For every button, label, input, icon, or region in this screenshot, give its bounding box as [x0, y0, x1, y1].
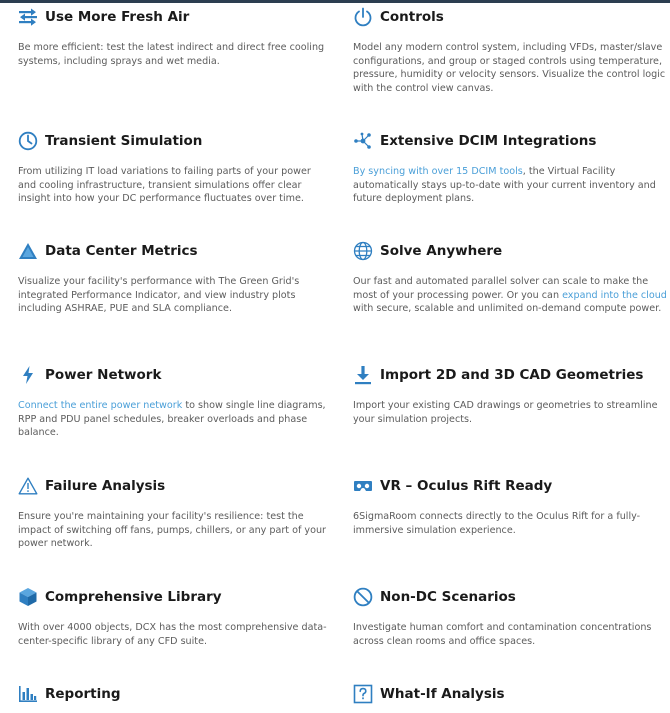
- feature-description: By syncing with over 15 DCIM tools, the Virtual Facility automatically stays up-to-date with your current inventory and future deployment plans.: [353, 166, 656, 204]
- feature-title: What-If Analysis: [380, 686, 505, 702]
- feature-reporting: [18, 682, 330, 706]
- feature-title: Use More Fresh Air: [45, 9, 190, 25]
- feature-description: Investigate human comfort and contamination concentrations across clean rooms and office spaces.: [353, 622, 652, 647]
- vr-headset-icon: [353, 476, 373, 496]
- feature-title: VR – Oculus Rift Ready: [380, 478, 553, 494]
- feature-fresh-air: [18, 5, 330, 68]
- feature-what-if-analysis: [353, 682, 669, 706]
- feature-title: Solve Anywhere: [380, 243, 503, 259]
- power-network-link[interactable]: Connect the entire power network: [18, 400, 183, 411]
- top-border: [0, 0, 670, 3]
- feature-description: From utilizing IT load variations to failing parts of your power and cooling infrastructure, transient simulations offer clear insight into how your DC performance fluctuates over time.: [18, 166, 311, 204]
- feature-data-center-metrics: [18, 239, 330, 316]
- feature-description: Model any modern control system, including VFDs, master/slave configurations, and group or staged controls using temperature, pressure, humidity or velocity sensors. Visualize the control logic with the control view canvas.: [353, 42, 666, 94]
- clock-icon: [18, 131, 38, 151]
- feature-import-cad: [353, 363, 669, 426]
- fresh-air-arrows-icon: [18, 7, 38, 27]
- lightning-icon: [18, 365, 38, 385]
- feature-vr-ready: [353, 474, 669, 537]
- feature-description: Connect the entire power network to show single line diagrams, RPP and PDU panel schedules, breaker overloads and phase balance.: [18, 400, 326, 438]
- feature-non-dc-scenarios: [353, 585, 669, 648]
- network-nodes-icon: [353, 131, 373, 151]
- feature-title: Comprehensive Library: [45, 589, 222, 605]
- feature-dcim-integrations: [353, 129, 669, 206]
- feature-description: Visualize your facility's performance with The Green Grid's integrated Performance Indicator, and view industry plots including ASHRAE, PUE and SLA compliance.: [18, 276, 300, 314]
- feature-comprehensive-library: [18, 585, 330, 648]
- question-box-icon: [353, 684, 373, 704]
- globe-icon: [353, 241, 373, 261]
- feature-title: Failure Analysis: [45, 478, 166, 494]
- feature-title: Reporting: [45, 686, 121, 702]
- download-icon: [353, 365, 373, 385]
- feature-description: Be more efficient: test the latest indirect and direct free cooling systems, including sprays and wet media.: [18, 42, 325, 67]
- warning-icon: [18, 476, 38, 496]
- bar-chart-icon: [18, 684, 38, 704]
- feature-title: Extensive DCIM Integrations: [380, 133, 597, 149]
- feature-controls: [353, 5, 669, 95]
- feature-solve-anywhere: [353, 239, 669, 316]
- feature-title: Transient Simulation: [45, 133, 203, 149]
- power-icon: [353, 7, 373, 27]
- feature-description: Import your existing CAD drawings or geometries to streamline your simulation projects.: [353, 400, 658, 425]
- feature-transient-simulation: [18, 129, 330, 206]
- feature-title: Power Network: [45, 367, 162, 383]
- cube-icon: [18, 587, 38, 607]
- no-sign-icon: [353, 587, 373, 607]
- feature-title: Non-DC Scenarios: [380, 589, 516, 605]
- feature-description: Our fast and automated parallel solver can scale to make the most of your processing power. Or you can expand into the cloud with secure, scalable and unlimited on-demand compute power.: [353, 276, 667, 314]
- feature-power-network: [18, 363, 330, 440]
- expand-cloud-link[interactable]: expand into the cloud: [562, 289, 667, 301]
- feature-description: 6SigmaRoom connects directly to the Oculus Rift for a fully-immersive simulation experience.: [353, 511, 641, 536]
- dcim-tools-link[interactable]: By syncing with over 15 DCIM tools: [353, 166, 523, 177]
- triangle-metrics-icon: [18, 241, 38, 261]
- feature-failure-analysis: [18, 474, 330, 551]
- feature-title: Controls: [380, 9, 444, 25]
- feature-description: With over 4000 objects, DCX has the most comprehensive data-center-specific library of any CFD suite.: [18, 622, 327, 647]
- feature-title: Import 2D and 3D CAD Geometries: [380, 367, 644, 383]
- feature-description: Ensure you're maintaining your facility's resilience: test the impact of switching off fans, pumps, chillers, or any part of your power network.: [18, 511, 326, 549]
- feature-title: Data Center Metrics: [45, 243, 198, 259]
